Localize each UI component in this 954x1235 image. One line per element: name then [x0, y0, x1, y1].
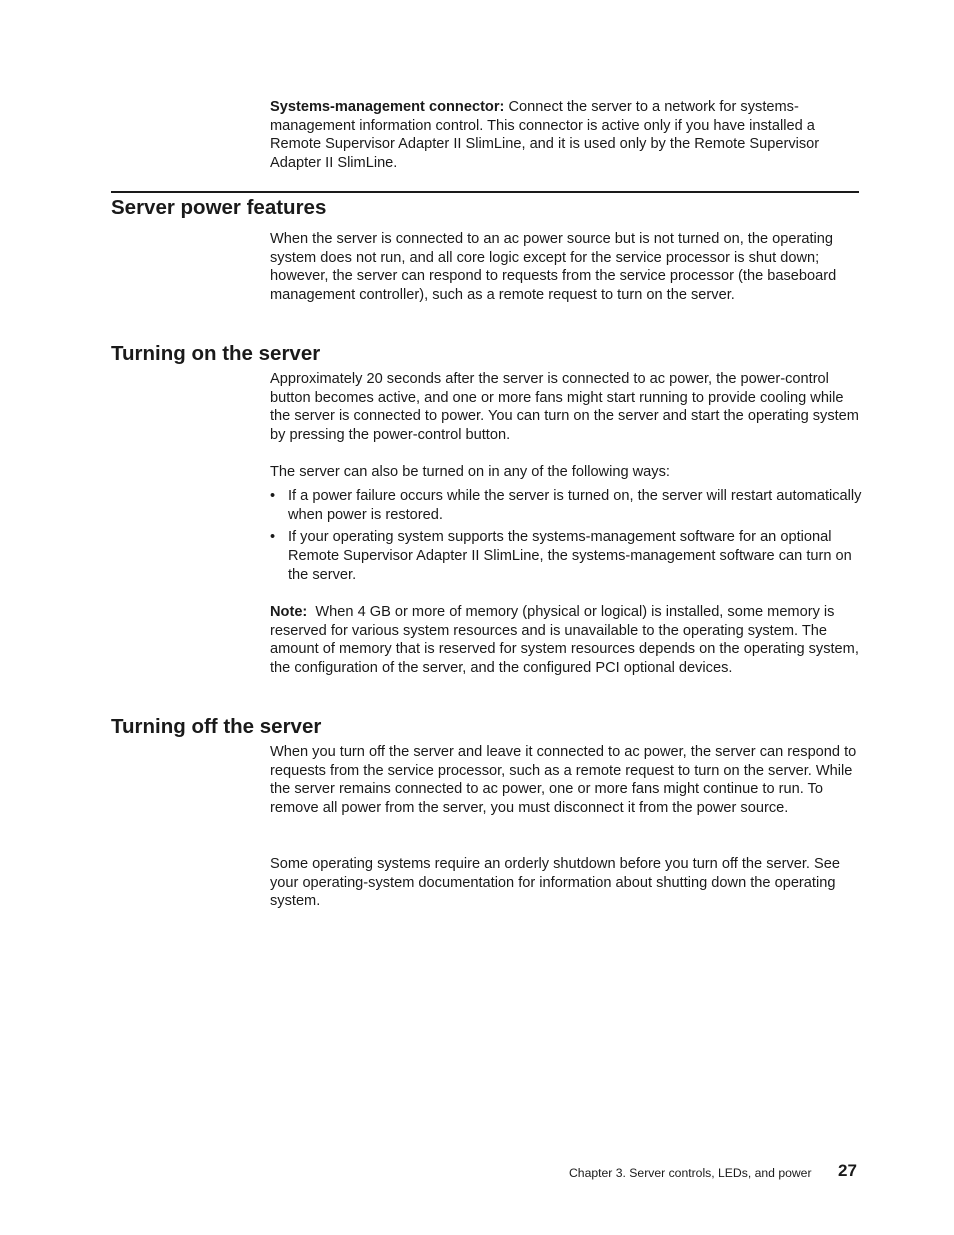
connector-paragraph [270, 98, 862, 173]
heading-power-features: Server power features [111, 196, 327, 219]
connector-term: Systems-management connector: [270, 99, 505, 115]
power-features-paragraph: When the server is connected to an ac power source but is not turned on, the operating system does not run, and all core logic except for the service processor is shut down; however, the server can respond to requests from the service processor (the baseboard management controller), such as a remote request to turn on the server. [270, 231, 837, 304]
bullet-icon: • [270, 529, 276, 546]
bullet-text: If your operating system supports the systems-management software for an optional Remote Supervisor Adapter II SlimLine, the systems-management software can turn on the server. [288, 529, 852, 583]
footer-chapter: Chapter 3. Server controls, LEDs, and power [569, 1166, 812, 1180]
section-rule [111, 191, 859, 193]
bullet-icon: • [270, 488, 276, 504]
turning-off-paragraph-2: Some operating systems require an orderly shutdown before you turn off the server. See your operating-system documentation for information about shutting down the operating system. [270, 856, 841, 910]
turning-on-bullet-list [270, 487, 862, 589]
heading-turning-off: Turning off the server [111, 715, 322, 738]
turning-on-paragraph-1: Approximately 20 seconds after the server is connected to ac power, the power-control button becomes active, and one or more fans might start running to provide cooling while the server is connected to power. You can turn on the server and start the operating system by pressing the power-control button. [270, 371, 859, 444]
bullet-text: If a power failure occurs while the server is turned on, the server will restart automatically when power is restored. [288, 488, 862, 523]
list-item [270, 528, 862, 584]
note-text: When 4 GB or more of memory (physical or logical) is installed, some memory is reserved for various system resources and is unavailable to the operating system. The amount of memory that is reserved for system resources depends on the operating system, the configuration of the server, and the configured PCI optional devices. [270, 604, 863, 677]
page-number: 27 [838, 1161, 857, 1180]
heading-turning-on: Turning on the server [111, 342, 321, 365]
note-label: Note: [270, 604, 308, 620]
list-item [270, 487, 862, 524]
turning-on-paragraph-2: The server can also be turned on in any of the following ways: [270, 464, 670, 480]
note-paragraph [270, 603, 862, 678]
turning-off-paragraph-1: When you turn off the server and leave it connected to ac power, the server can respond to requests from the service processor, such as a remote request to turn on the server. While the server remains connected to ac power, one or more fans might continue to run. To remove all power from the server, you must disconnect it from the power source. [270, 744, 857, 817]
connector-text: Connect the server to a network for systems-management information control. This connector is active only if you have installed a Remote Supervisor Adapter II SlimLine, and it is used only by the Remote Supervisor Adapter II SlimLine. [270, 99, 820, 172]
